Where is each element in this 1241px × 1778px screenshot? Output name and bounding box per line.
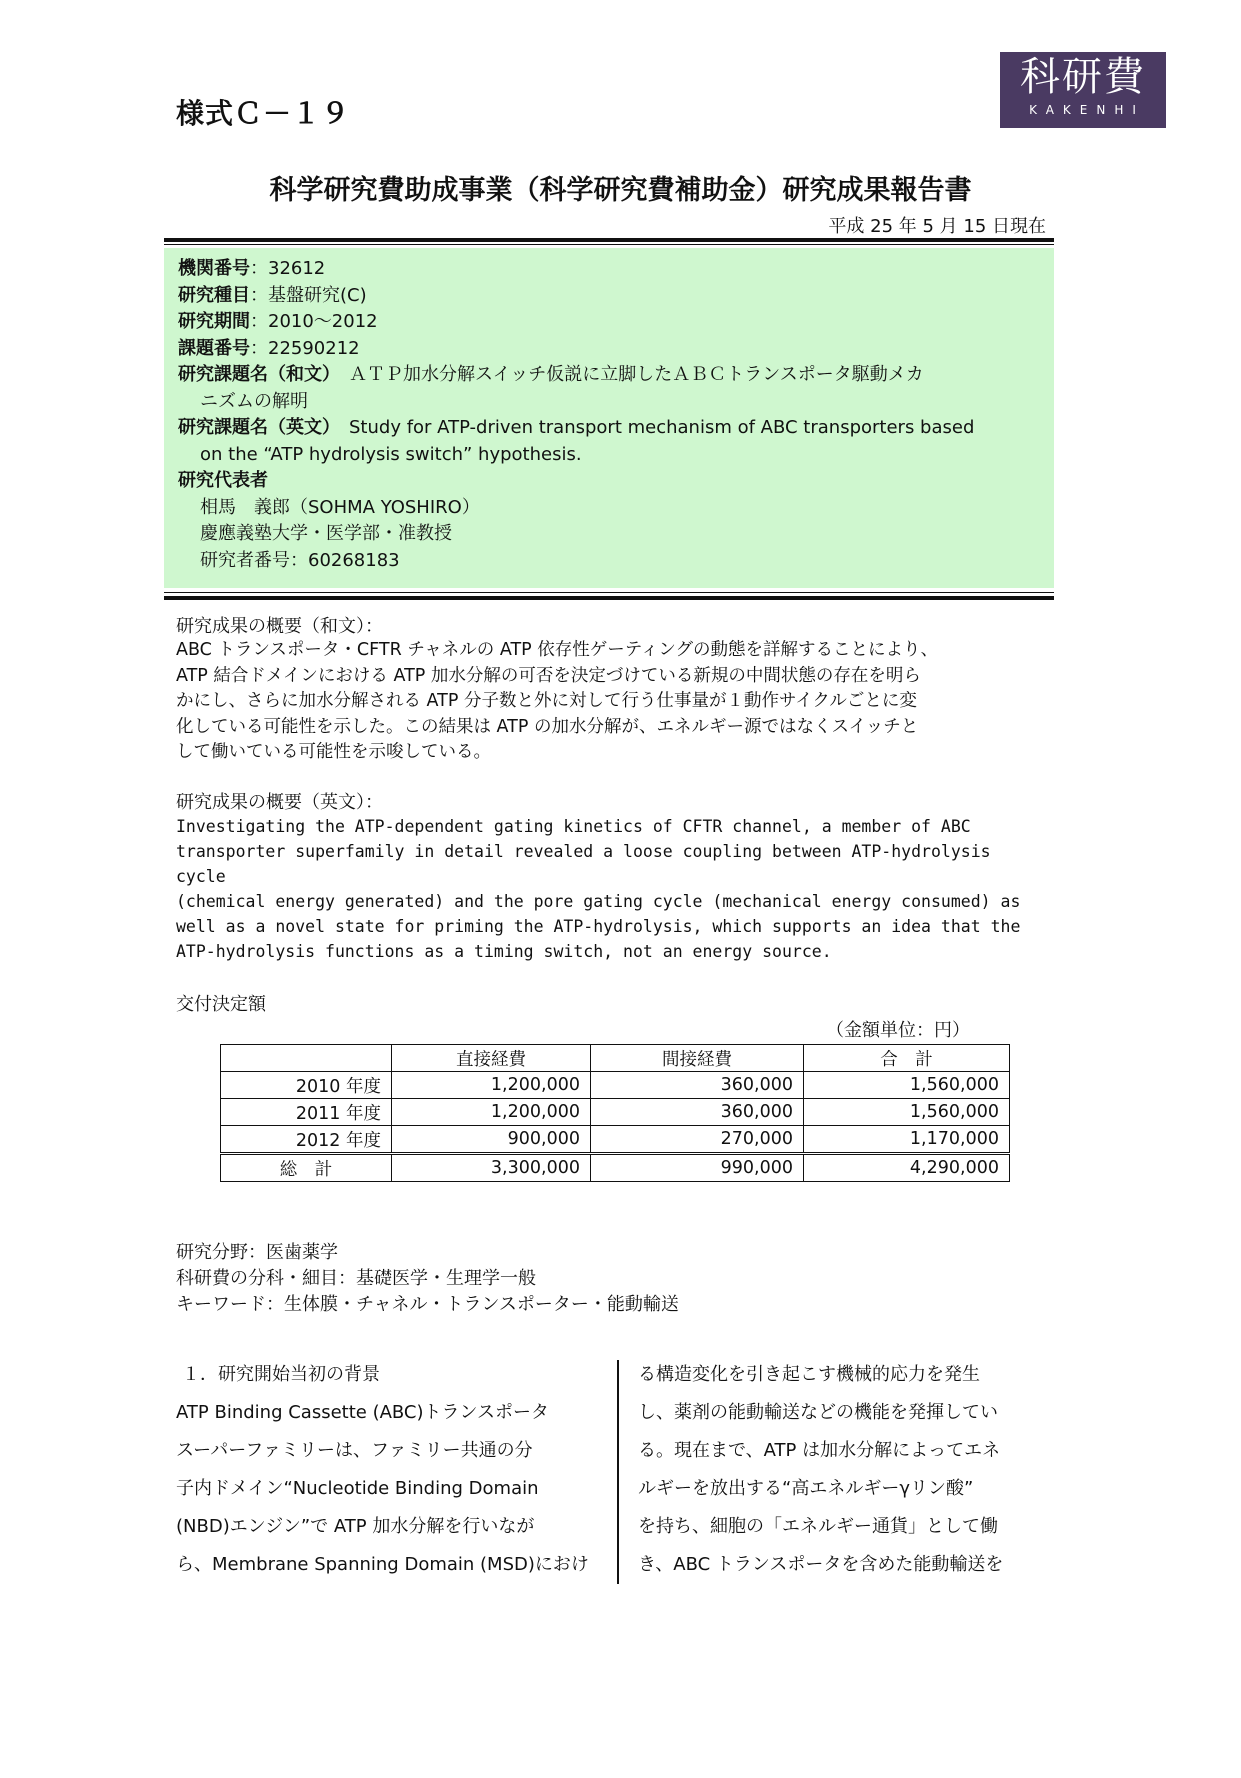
form-number: 様式Ｃ－１９ xyxy=(176,97,351,130)
summary-en-line: well as a novel state for priming the ATP-hydrolysis, which supports an idea that the xyxy=(176,917,1021,936)
researcher-number-value: 60268183 xyxy=(308,549,400,571)
table-header-cell: 合 計 xyxy=(804,1045,1010,1072)
title-ja-label: 研究課題名（和文） xyxy=(178,364,331,385)
institution-row xyxy=(178,256,1040,283)
period-label: 研究期間 xyxy=(178,311,250,332)
table-cell: 1,170,000 xyxy=(804,1126,1010,1154)
summary-ja-line: ATP 結合ドメインにおける ATP 加水分解の可否を決定づけている新規の中間状態の存在を明ら xyxy=(176,665,921,686)
box-bottom-rule xyxy=(164,596,1054,600)
table-header-cell xyxy=(221,1045,392,1072)
background-line: る。現在まで、ATP は加水分解によってエネ xyxy=(638,1440,1001,1461)
pi-affiliation: 慶應義塾大学・医学部・准教授 xyxy=(200,523,452,544)
summary-ja-line: 化している可能性を示した。この結果は ATP の加水分解が、エネルギー源ではなくスイッチと xyxy=(176,716,919,737)
table-cell: 3,300,000 xyxy=(392,1154,591,1182)
report-title: 科学研究費助成事業（科学研究費補助金）研究成果報告書 xyxy=(269,175,972,206)
summary-en-line: ATP-hydrolysis functions as a timing switch, not an energy source. xyxy=(176,942,832,961)
summary-en xyxy=(176,788,1046,964)
background-right-column xyxy=(638,1356,1058,1584)
project-number-row xyxy=(178,336,1040,363)
title-en-label: 研究課題名（英文） xyxy=(178,417,331,438)
table-row xyxy=(221,1126,1010,1154)
table-cell: 360,000 xyxy=(591,1099,804,1126)
period-row xyxy=(178,309,1040,336)
summary-en-line: Investigating the ATP-dependent gating kinetics of CFTR channel, a member of ABC xyxy=(176,817,971,836)
title-en-line2: on the “ATP hydrolysis switch” hypothesis. xyxy=(200,443,582,465)
background-line: る構造変化を引き起こす機械的応力を発生 xyxy=(638,1364,980,1385)
table-cell: 2011 年度 xyxy=(221,1099,392,1126)
table-cell: 4,290,000 xyxy=(804,1154,1010,1182)
table-header-cell: 直接経費 xyxy=(392,1045,591,1072)
title-ja-line1: ＡＴＰ加水分解スイッチ仮説に立脚したＡＢＣトランスポータ駆動メカ xyxy=(349,364,924,385)
institution-label: 機関番号 xyxy=(178,258,250,279)
period-value: 2010～2012 xyxy=(268,311,378,332)
researcher-number-label: 研究者番号 xyxy=(200,549,290,571)
table-cell: 2010 年度 xyxy=(221,1072,392,1099)
summary-ja-line: かにし、さらに加水分解される ATP 分子数と外に対して行う仕事量が１動作サイクルごとに変 xyxy=(176,691,917,711)
table-cell: 2012 年度 xyxy=(221,1126,392,1154)
pi-label: 研究代表者 xyxy=(178,470,268,491)
table-cell: 1,560,000 xyxy=(804,1099,1010,1126)
colon: ： xyxy=(250,258,268,279)
background-line: を持ち、細胞の「エネルギー通貨」として働 xyxy=(638,1516,998,1537)
project-number-value: 22590212 xyxy=(268,337,360,359)
table-row xyxy=(221,1072,1010,1099)
project-info-box xyxy=(164,248,1054,588)
background-heading: １．研究開始当初の背景 xyxy=(182,1364,380,1385)
category-label: 研究種目 xyxy=(178,284,250,306)
colon: ： xyxy=(250,284,268,306)
keywords: キーワード：生体膜・チャネル・トランスポーター・能動輸送 xyxy=(176,1294,679,1315)
funding-heading: 交付決定額 xyxy=(176,994,266,1015)
table-header-cell: 間接経費 xyxy=(591,1045,804,1072)
background-line: 子内ドメイン“Nucleotide Binding Domain xyxy=(176,1478,539,1499)
category-row xyxy=(178,283,1040,310)
research-subfield: 科研費の分科・細目：基礎医学・生理学一般 xyxy=(176,1268,536,1289)
table-cell: 1,560,000 xyxy=(804,1072,1010,1099)
researcher-number-row xyxy=(178,548,1040,575)
table-cell: 270,000 xyxy=(591,1126,804,1154)
table-cell: 990,000 xyxy=(591,1154,804,1182)
table-cell: 1,200,000 xyxy=(392,1099,591,1126)
institution-value: 32612 xyxy=(268,258,326,279)
funding-unit: （金額単位：円） xyxy=(826,1020,970,1041)
title-ja-line2: ニズムの解明 xyxy=(200,390,308,412)
research-fields xyxy=(176,1240,679,1318)
column-divider xyxy=(617,1360,619,1584)
background-line: スーパーファミリーは、ファミリー共通の分 xyxy=(176,1440,533,1461)
summary-ja xyxy=(176,612,1046,766)
logo-kanji: 科研費 xyxy=(1020,54,1146,100)
report-date: 平成 25 年 5 月 15 日現在 xyxy=(828,216,1046,237)
title-en-line1: Study for ATP-driven transport mechanism of ABC transporters based xyxy=(349,417,975,438)
background-left-column xyxy=(176,1356,596,1584)
top-rule-thin xyxy=(164,244,1054,245)
table-total-row xyxy=(221,1154,1010,1182)
pi-name: 相馬 義郎（SOHMA YOSHIRO） xyxy=(200,496,480,518)
table-row xyxy=(221,1099,1010,1126)
background-line: ATP Binding Cassette (ABC)トランスポータ xyxy=(176,1402,549,1423)
summary-ja-line: ABC トランスポータ・CFTR チャネルの ATP 依存性ゲーティングの動態を詳解することにより、 xyxy=(176,640,939,660)
logo-roman: KAKENHI xyxy=(1029,103,1145,117)
top-rule xyxy=(164,238,1054,242)
colon: ： xyxy=(250,311,268,332)
summary-en-line: (chemical energy generated) and the pore gating cycle (mechanical energy consumed) as xyxy=(176,892,1021,911)
project-number-label: 課題番号 xyxy=(178,337,250,359)
funding-table xyxy=(220,1044,1010,1182)
table-cell: 900,000 xyxy=(392,1126,591,1154)
summary-ja-line: して働いている可能性を示唆している。 xyxy=(176,742,491,762)
table-cell: 総 計 xyxy=(221,1154,392,1182)
colon: ： xyxy=(290,549,308,571)
background-line: き、ABC トランスポータを含めた能動輸送を xyxy=(638,1554,1004,1575)
kakenhi-logo xyxy=(1000,52,1166,128)
background-line: し、薬剤の能動輸送などの機能を発揮してい xyxy=(638,1402,998,1423)
research-field: 研究分野：医歯薬学 xyxy=(176,1242,338,1263)
title-ja-row xyxy=(178,362,1040,389)
box-bottom-rule-thin xyxy=(164,592,1054,593)
table-cell: 360,000 xyxy=(591,1072,804,1099)
category-value: 基盤研究(C) xyxy=(268,284,367,306)
background-line: ルギーを放出する“高エネルギーγリン酸” xyxy=(638,1478,974,1499)
table-cell: 1,200,000 xyxy=(392,1072,591,1099)
colon: ： xyxy=(250,337,268,359)
summary-ja-heading: 研究成果の概要（和文）： xyxy=(176,616,383,637)
summary-en-line: transporter superfamily in detail revealed a loose coupling between ATP-hydrolysis cycle xyxy=(176,842,991,886)
background-line: ら、Membrane Spanning Domain (MSD)におけ xyxy=(176,1554,589,1575)
table-header-row xyxy=(221,1045,1010,1072)
title-en-row xyxy=(178,415,1040,442)
summary-en-heading: 研究成果の概要（英文）： xyxy=(176,792,383,813)
background-line: (NBD)エンジン”で ATP 加水分解を行いなが xyxy=(176,1516,535,1537)
